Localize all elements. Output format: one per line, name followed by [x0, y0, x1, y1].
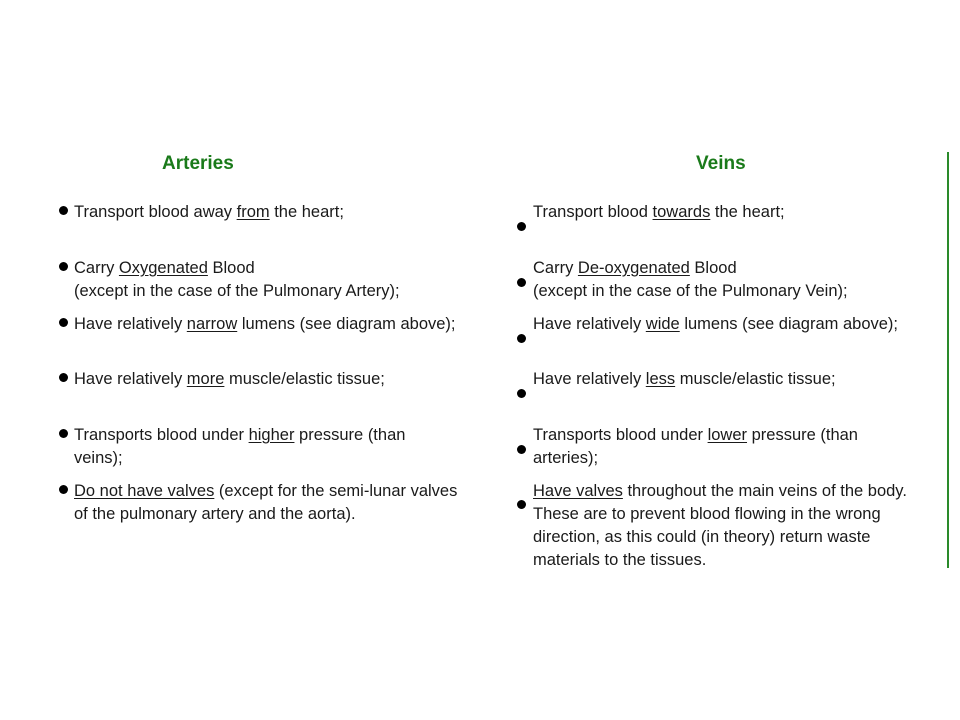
bullet-icon: [59, 485, 68, 494]
veins-list-item: [533, 424, 858, 470]
line-text: These are to prevent blood flowing in the wrong: [533, 505, 881, 523]
column-divider: [947, 152, 949, 568]
bullet-icon: [517, 445, 526, 454]
item-line: [533, 549, 907, 572]
line-text: direction, as this could (in theory) return waste: [533, 528, 871, 546]
bullet-icon: [517, 389, 526, 398]
line-text: (except in the case of the Pulmonary Artery);: [74, 282, 400, 300]
item-line: [533, 503, 907, 526]
line-text: Transport blood: [533, 203, 653, 221]
underlined-term: lower: [707, 426, 748, 444]
line-text: (except for the semi-lunar valves: [214, 482, 458, 500]
item-line: [74, 503, 457, 526]
underlined-term: from: [236, 203, 270, 221]
bullet-icon: [517, 334, 526, 343]
line-text: Have relatively: [533, 370, 646, 388]
underlined-term: wide: [645, 315, 680, 333]
item-line: [74, 201, 344, 224]
underlined-term: Do not have valves: [74, 482, 215, 500]
item-line: [74, 313, 456, 336]
line-text: veins);: [74, 449, 123, 467]
veins-list-item: [533, 201, 785, 224]
line-text: the heart;: [710, 203, 785, 221]
veins-list-item: [533, 480, 907, 572]
line-text: of the pulmonary artery and the aorta).: [74, 505, 356, 523]
item-line: [533, 480, 907, 503]
underlined-term: De-oxygenated: [577, 259, 690, 277]
line-text: Transport blood away: [74, 203, 237, 221]
veins-list-item: [533, 257, 848, 303]
item-line: [74, 368, 385, 391]
line-text: Have relatively: [74, 315, 187, 333]
line-text: Carry: [533, 259, 578, 277]
underlined-term: Have valves: [533, 482, 623, 500]
bullet-icon: [59, 373, 68, 382]
arteries-list-item: [74, 480, 457, 526]
line-text: muscle/elastic tissue;: [224, 370, 385, 388]
item-line: [533, 526, 907, 549]
line-text: Transports blood under: [533, 426, 708, 444]
line-text: pressure (than: [294, 426, 406, 444]
line-text: the heart;: [269, 203, 344, 221]
line-text: Carry: [74, 259, 119, 277]
bullet-icon: [517, 500, 526, 509]
item-line: [533, 368, 836, 391]
item-line: [74, 424, 405, 447]
bullet-icon: [59, 318, 68, 327]
line-text: (except in the case of the Pulmonary Vein);: [533, 282, 848, 300]
item-line: [533, 201, 785, 224]
arteries-list-item: [74, 257, 400, 303]
item-line: [74, 447, 405, 470]
underlined-term: less: [645, 370, 676, 388]
arteries-list-item: [74, 313, 456, 336]
arteries-heading: Arteries: [162, 153, 234, 174]
arteries-list-item: [74, 201, 344, 224]
item-line: [533, 424, 858, 447]
bullet-icon: [517, 222, 526, 231]
line-text: Blood: [689, 259, 737, 277]
arteries-list-item: [74, 368, 385, 391]
bullet-icon: [59, 429, 68, 438]
bullet-icon: [59, 206, 68, 215]
item-line: [533, 447, 858, 470]
bullet-icon: [517, 278, 526, 287]
line-text: arteries);: [533, 449, 599, 467]
line-text: Have relatively: [74, 370, 187, 388]
item-line: [74, 257, 400, 280]
line-text: lumens (see diagram above);: [237, 315, 456, 333]
line-text: Have relatively: [533, 315, 646, 333]
underlined-term: narrow: [186, 315, 238, 333]
veins-list-item: [533, 368, 836, 391]
veins-heading: Veins: [696, 153, 746, 174]
veins-list-item: [533, 313, 898, 336]
underlined-term: more: [186, 370, 225, 388]
arteries-list-item: [74, 424, 405, 470]
item-line: [74, 280, 400, 303]
item-line: [533, 280, 848, 303]
bullet-icon: [59, 262, 68, 271]
underlined-term: higher: [248, 426, 295, 444]
item-line: [533, 257, 848, 280]
line-text: Blood: [207, 259, 255, 277]
line-text: Transports blood under: [74, 426, 249, 444]
line-text: materials to the tissues.: [533, 551, 707, 569]
item-line: [74, 480, 457, 503]
underlined-term: towards: [652, 203, 711, 221]
underlined-term: Oxygenated: [118, 259, 208, 277]
line-text: muscle/elastic tissue;: [675, 370, 836, 388]
line-text: throughout the main veins of the body.: [622, 482, 907, 500]
item-line: [533, 313, 898, 336]
line-text: lumens (see diagram above);: [679, 315, 899, 333]
line-text: pressure (than: [747, 426, 858, 444]
